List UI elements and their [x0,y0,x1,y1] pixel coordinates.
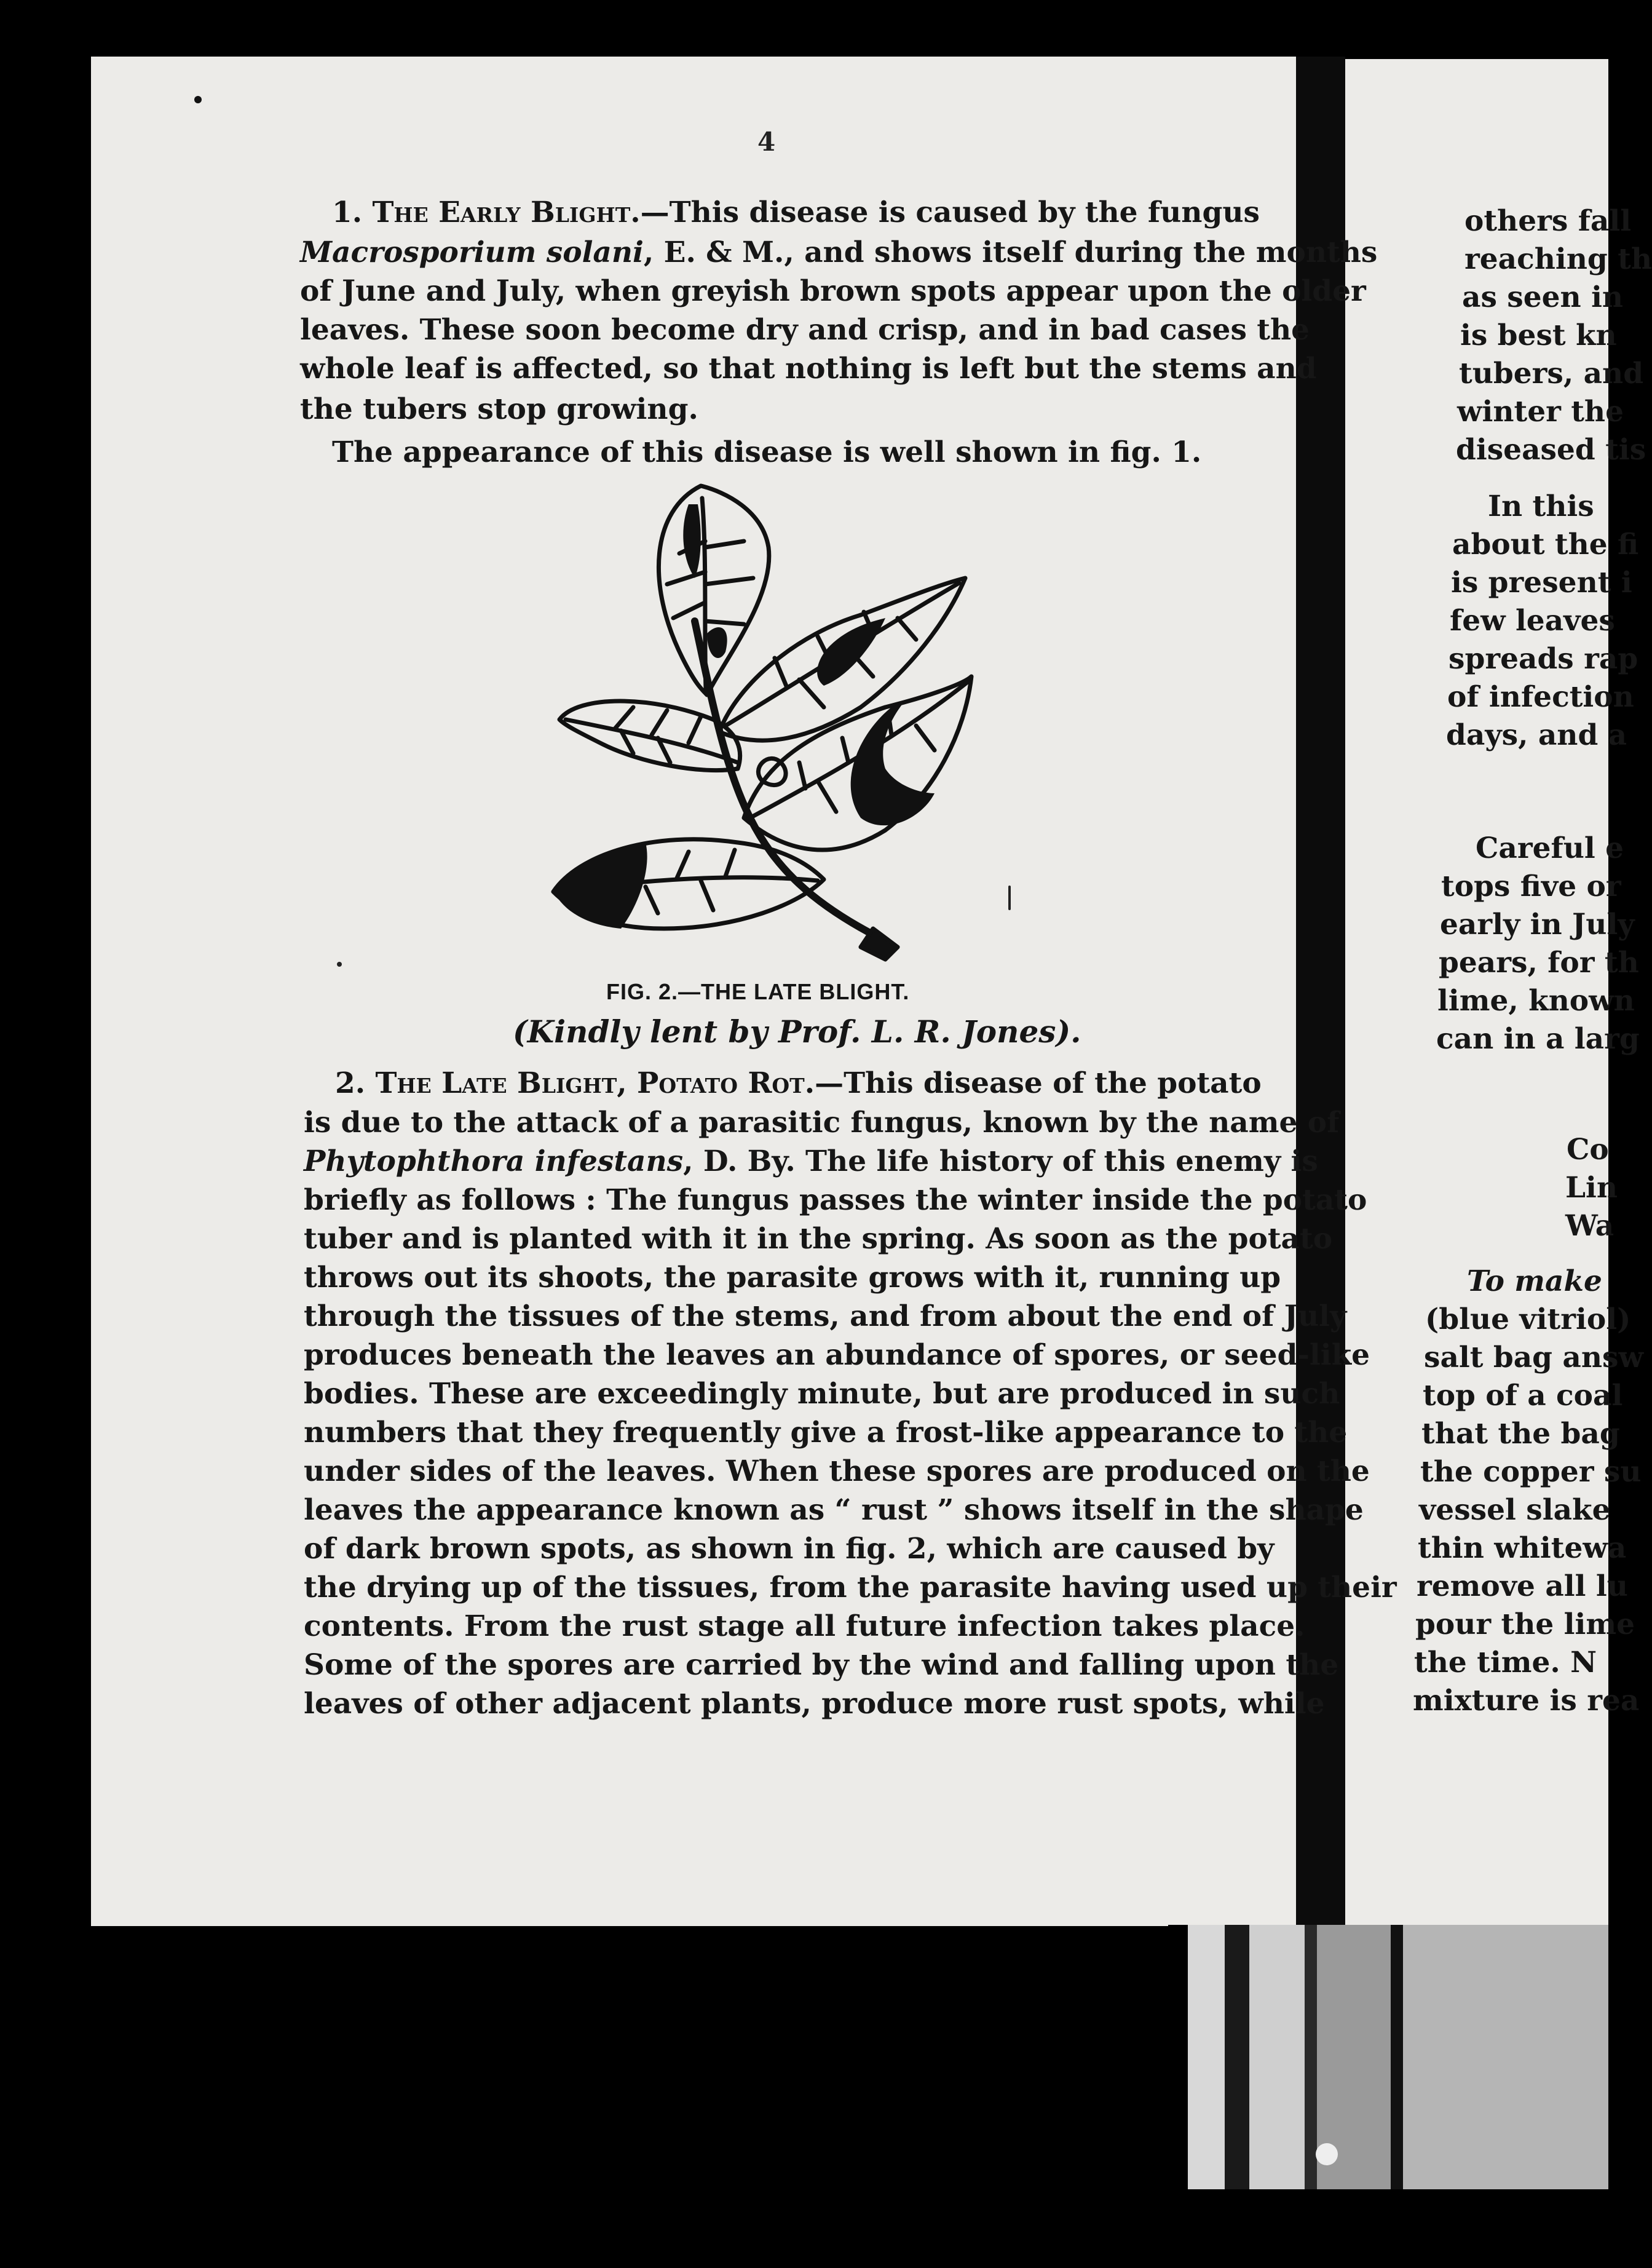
section2-line: of dark brown spots, as shown in fig. 2, which are caused by [304,1532,1275,1566]
right-page-line: (blue vitriol) [1425,1303,1631,1336]
right-page-line: is present i [1451,566,1632,600]
right-page-line: can in a larg [1436,1022,1640,1056]
figure-caption: FIG. 2.—THE LATE BLIGHT. [606,979,910,1004]
right-page-line: vessel slake [1419,1493,1611,1527]
section1-line: 1. The Early Blight.—This disease is caused by the fungus [332,196,1260,229]
right-page-line: that the bag [1421,1417,1620,1451]
section2-line: is due to the attack of a parasitic fungus, known by the name of [304,1106,1340,1140]
right-page-line: Co [1567,1133,1609,1167]
right-page-line: In this [1488,490,1594,523]
right-page-line: about the fi [1452,528,1639,561]
section1-line: The appearance of this disease is well shown in fig. 1. [332,435,1202,469]
page-number: 4 [757,127,776,157]
section2-line: leaves of other adjacent plants, produce more rust spots, while [304,1687,1325,1721]
section2-line: leaves the appearance known as “ rust ” shows itself in the shape [304,1493,1364,1527]
right-page-line: winter the [1457,395,1624,429]
right-page-line: tops five or [1441,870,1621,903]
section2-line: through the tissues of the stems, and from about the end of July [304,1299,1347,1333]
dust-speck [1008,886,1011,910]
section1-line: leaves. These soon become dry and crisp, and in bad cases the [300,313,1310,347]
figure-credit: (Kindly lent by Prof. L. R. Jones). [513,1013,1081,1050]
right-page-line: of infection [1447,680,1634,714]
right-page-line: mixture is rea [1413,1684,1640,1718]
right-page-line: Wa [1565,1209,1614,1243]
right-page-line: others fall [1464,204,1632,238]
section2-line: throws out its shoots, the parasite grows with it, running up [304,1261,1281,1295]
right-page-line: To make [1467,1264,1602,1298]
right-page-line: thin whitewa [1418,1531,1627,1565]
potato-leaf-illustration [541,474,984,965]
page-spot [194,96,202,103]
section1-heading: The Early Blight [372,196,631,229]
section2-line: contents. From the rust stage all future infection takes place. [304,1609,1305,1643]
section2-line: numbers that they frequently give a frost-like appearance to the [304,1416,1348,1449]
section1-line: the tubers stop growing. [300,392,698,426]
right-page-line: Lin [1565,1171,1618,1205]
right-page-line: days, and a [1446,718,1627,752]
dust-speck [337,962,342,967]
section2-line: tuber and is planted with it in the spring. As soon as the potato [304,1222,1333,1256]
section2-line: Phytophthora infestans, D. By. The life history of this enemy is [304,1144,1318,1178]
right-page-line: top of a coal [1423,1379,1623,1413]
book-fore-edge [1168,1925,1608,2189]
right-page-line: few leaves [1450,604,1615,638]
right-page-line: tubers, and [1459,357,1644,391]
right-page-line: the copper su [1420,1455,1642,1489]
right-page-line: reaching th [1464,242,1652,276]
section2-line: Some of the spores are carried by the wind and falling upon the [304,1648,1339,1682]
right-page-line: the time. N [1414,1646,1597,1679]
right-page-line: Careful e [1476,831,1624,865]
section2-line: under sides of the leaves. When these spores are produced on the [304,1454,1370,1488]
section1-line: of June and July, when greyish brown spots appear upon the older [300,274,1366,308]
right-page-line: as seen in [1462,280,1624,314]
fungus-name: Phytophthora infestans [304,1144,684,1178]
section1-line: whole leaf is affected, so that nothing is left but the stems and [300,352,1317,386]
section2-line: the drying up of the tissues, from the parasite having used up their [304,1571,1397,1604]
right-page-line: lime, known [1437,984,1635,1018]
right-page-line: is best kn [1460,319,1617,352]
section2-line: 2. The Late Blight, Potato Rot.—This disease of the potato [335,1066,1262,1100]
fungus-name: Macrosporium solani [300,236,644,269]
dust-speck [1316,2143,1338,2165]
right-page-line: pour the lime [1415,1608,1635,1641]
right-page-line: early in July [1440,908,1635,942]
right-page-line: pears, for th [1439,946,1639,980]
section2-heading: The Late Blight, Potato Rot [375,1066,805,1100]
section1-line: Macrosporium solani, E. & M., and shows itself during the months [300,236,1378,269]
right-page-line: spreads rap [1448,642,1638,676]
section2-line: produces beneath the leaves an abundance of spores, or seed-like [304,1338,1370,1372]
right-page-line: diseased tis [1456,433,1646,467]
right-page-line: remove all lu [1417,1569,1628,1603]
right-page-line: salt bag answ [1424,1341,1643,1374]
section2-line: briefly as follows : The fungus passes the winter inside the potato [304,1183,1367,1217]
section2-line: bodies. These are exceedingly minute, but are produced in such [304,1377,1340,1411]
